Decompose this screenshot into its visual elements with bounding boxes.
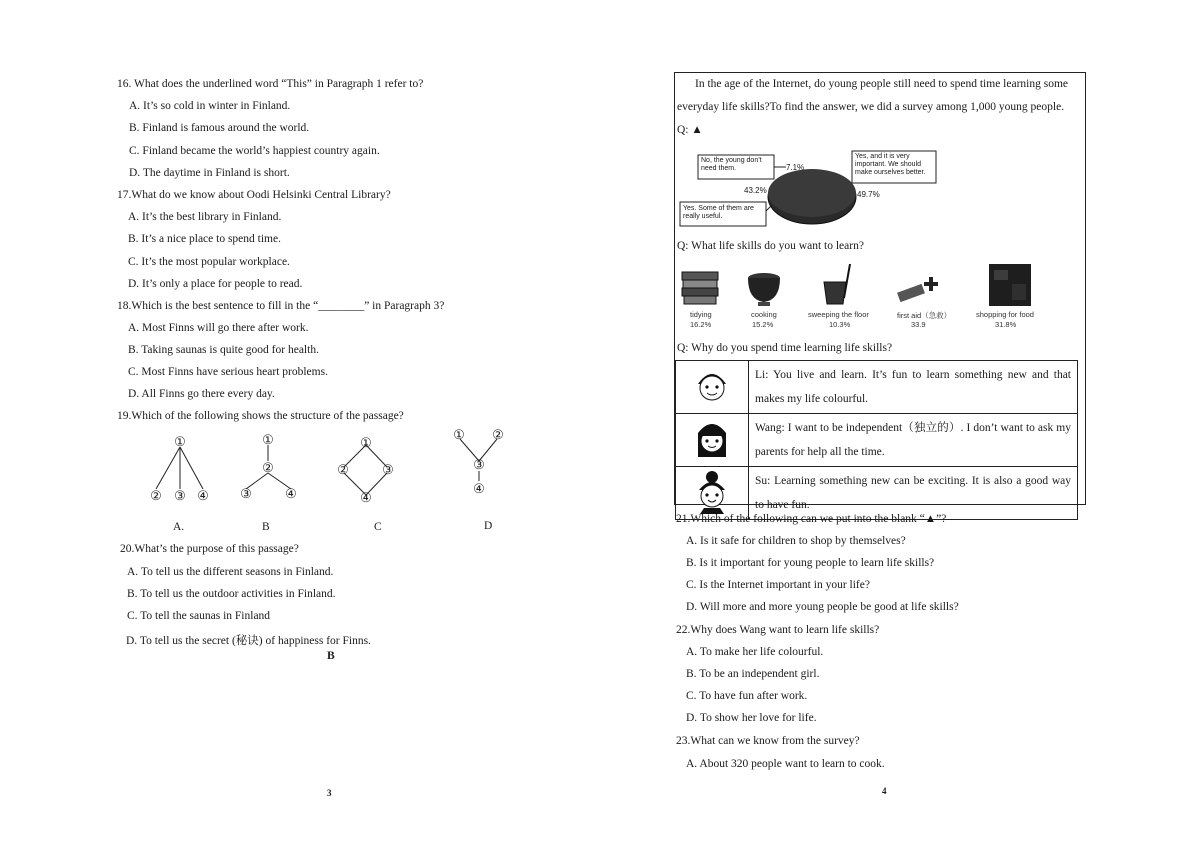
reason-row [676, 361, 1078, 414]
diagram-a-node-1: ① [174, 434, 186, 449]
diagram-b-node-4: ④ [285, 486, 297, 501]
skill-pct-tidying: 16.2% [690, 320, 712, 329]
callout-no-text: No, the young don’t need them. [701, 157, 762, 172]
q22-option-d: D. To show her love for life. [686, 712, 817, 724]
survey-question-1-label: Q: ▲ [677, 124, 703, 136]
skill-name-shopping: shopping for food [976, 310, 1034, 319]
reason-face-cell [676, 414, 749, 467]
reason-row [676, 467, 1078, 520]
skill-pct-shopping: 31.8% [995, 320, 1017, 329]
diagram-a-node-3: ③ [174, 488, 186, 503]
boy-face-icon [694, 366, 730, 406]
reason-face-cell [676, 361, 749, 414]
diagram-c-node-1: ① [360, 435, 372, 450]
diagram-label-d: D [484, 520, 493, 532]
diagram-c-node-4: ④ [360, 490, 372, 505]
q20-option-a: A. To tell us the different seasons in Finland. [127, 566, 334, 578]
q20-option-c: C. To tell the saunas in Finland [127, 610, 271, 622]
diagram-c-node-3: ③ [382, 462, 394, 477]
page-number-left: 3 [327, 788, 332, 798]
q21-option-d: D. Will more and more young people be good at life skills? [686, 601, 959, 613]
mop-bucket-icon [824, 264, 850, 304]
cooking-pot-icon [748, 273, 780, 306]
reason-row [676, 414, 1078, 467]
girl-face-icon [694, 417, 730, 461]
q17-option-b: B. It’s a nice place to spend time. [128, 233, 281, 245]
callout-yes-important-pct: 49.7% [857, 190, 880, 199]
diagram-a-node-4: ④ [197, 488, 209, 503]
q22-option-a: A. To make her life colourful. [686, 646, 824, 658]
diagram-label-c: C [374, 521, 382, 533]
girl-bun-face-icon [694, 470, 730, 514]
skill-icons-row [678, 262, 1078, 310]
question-18-stem: 18.Which is the best sentence to fill in the “________” in Paragraph 3? [117, 300, 445, 312]
structure-diagrams [140, 425, 520, 540]
q20-option-d: D. To tell us the secret (秘诀) of happiness for Finns. [126, 635, 371, 647]
skill-pct-cooking: 15.2% [752, 320, 774, 329]
folded-clothes-icon [682, 272, 718, 304]
reason-text-su: Su: Learning something new can be exciting. It is also a good way to have fun. [749, 467, 1078, 520]
diagram-d-node-4: ④ [473, 481, 485, 496]
survey-intro-line-1: In the age of the Internet, do young people still need to spend time learning some [695, 78, 1069, 90]
skill-pct-first-aid: 33.9 [911, 320, 926, 329]
diagram-d-node-1: ① [453, 427, 465, 442]
callout-yes-some-pct: 43.2% [744, 186, 767, 195]
reasons-table [675, 360, 1078, 520]
survey-intro-line-2: everyday life skills?To find the answer, we did a survey among 1,000 young people. [677, 101, 1065, 113]
skill-name-first-aid: first aid（急救） [897, 311, 952, 320]
diagram-b-node-2: ② [262, 460, 274, 475]
q18-option-a: A. Most Finns will go there after work. [128, 322, 309, 334]
skill-pct-sweeping: 10.3% [829, 320, 851, 329]
pie-top [768, 169, 856, 217]
question-16-stem: 16. What does the underlined word “This” in Paragraph 1 refer to? [117, 78, 424, 90]
q18-option-c: C. Most Finns have serious heart problems. [128, 366, 328, 378]
question-20-stem: 20.What’s the purpose of this passage? [120, 543, 299, 555]
callout-no-pct: 7.1% [786, 163, 805, 172]
q16-option-c: C. Finland became the world’s happiest country again. [129, 145, 380, 157]
reason-face-cell [676, 467, 749, 520]
q17-option-c: C. It’s the most popular workplace. [128, 256, 290, 268]
skill-name-sweeping: sweeping the floor [808, 310, 869, 319]
question-21-stem: 21.Which of the following can we put into the blank “▲”? [676, 513, 947, 525]
skill-name-cooking: cooking [751, 310, 777, 319]
diagram-b-node-3: ③ [240, 486, 252, 501]
section-label-b: B [327, 650, 335, 662]
q16-option-b: B. Finland is famous around the world. [129, 122, 310, 134]
q21-option-c: C. Is the Internet important in your life? [686, 579, 870, 591]
q20-option-b: B. To tell us the outdoor activities in Finland. [127, 588, 336, 600]
callout-yes-important-text: Yes, and it is very important. We should make ourselves better. [855, 153, 926, 176]
diagram-label-a: A. [173, 521, 185, 533]
diagram-d-node-2: ② [492, 427, 504, 442]
shopping-photo-icon [989, 264, 1031, 306]
q21-option-a: A. Is it safe for children to shop by themselves? [686, 535, 906, 547]
q16-option-d: D. The daytime in Finland is short. [129, 167, 290, 179]
q22-option-b: B. To be an independent girl. [686, 668, 820, 680]
first-aid-icon [897, 277, 938, 302]
reason-text-li: Li: You live and learn. It’s fun to learn something new and that makes my life colourful. [749, 361, 1078, 414]
q18-option-d: D. All Finns go there every day. [128, 388, 275, 400]
question-23-stem: 23.What can we know from the survey? [676, 735, 860, 747]
diagram-b-node-1: ① [262, 432, 274, 447]
diagram-d-node-3: ③ [473, 457, 485, 472]
survey-question-3-label: Q: Why do you spend time learning life skills? [677, 342, 893, 354]
diagram-label-b: B [262, 521, 270, 533]
diagram-a-node-2: ② [150, 488, 162, 503]
q21-option-b: B. Is it important for young people to learn life skills? [686, 557, 935, 569]
survey-question-2-label: Q: What life skills do you want to learn? [677, 240, 864, 252]
q23-option-a: A. About 320 people want to learn to cook. [686, 758, 885, 770]
q16-option-a: A. It’s so cold in winter in Finland. [129, 100, 291, 112]
question-22-stem: 22.Why does Wang want to learn life skills? [676, 624, 880, 636]
question-19-stem: 19.Which of the following shows the structure of the passage? [117, 410, 404, 422]
q17-option-d: D. It’s only a place for people to read. [128, 278, 303, 290]
reason-text-wang: Wang: I want to be independent（独立的）. I don’t want to ask my parents for help all the time. [749, 414, 1078, 467]
diagram-c-node-2: ② [337, 462, 349, 477]
q22-option-c: C. To have fun after work. [686, 690, 808, 702]
question-17-stem: 17.What do we know about Oodi Helsinki Central Library? [117, 189, 391, 201]
skill-name-tidying: tidying [690, 310, 712, 319]
q18-option-b: B. Taking saunas is quite good for health. [128, 344, 319, 356]
callout-yes-some-text: Yes. Some of them are really useful. [683, 205, 754, 220]
q17-option-a: A. It’s the best library in Finland. [128, 211, 282, 223]
page-number-right: 4 [882, 786, 887, 796]
